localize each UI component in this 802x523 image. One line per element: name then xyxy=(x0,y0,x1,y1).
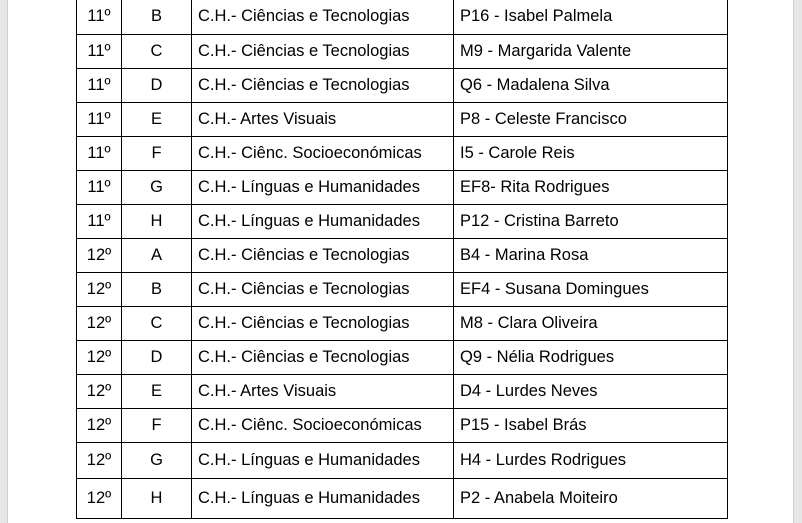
table-row xyxy=(77,442,728,478)
teacher-cell: P12 - Cristina Barreto xyxy=(454,204,728,238)
class-cell: E xyxy=(122,374,192,408)
table-row xyxy=(77,478,728,518)
year-cell: 12º xyxy=(77,306,122,340)
class-cell: H xyxy=(122,204,192,238)
teacher-cell: Q9 - Nélia Rodrigues xyxy=(454,340,728,374)
course-cell: C.H.- Ciênc. Socioeconómicas xyxy=(192,136,454,170)
table-row xyxy=(77,238,728,272)
course-cell: C.H.- Línguas e Humanidades xyxy=(192,478,454,518)
class-cell: A xyxy=(122,238,192,272)
year-cell: 11º xyxy=(77,136,122,170)
class-cell: D xyxy=(122,68,192,102)
course-cell: C.H.- Ciências e Tecnologias xyxy=(192,68,454,102)
table-row xyxy=(77,340,728,374)
teacher-cell: I5 - Carole Reis xyxy=(454,136,728,170)
class-cell: F xyxy=(122,408,192,442)
course-cell: C.H.- Artes Visuais xyxy=(192,102,454,136)
table-row xyxy=(77,136,728,170)
year-cell: 12º xyxy=(77,442,122,478)
class-cell: G xyxy=(122,442,192,478)
course-cell: C.H.- Ciênc. Socioeconómicas xyxy=(192,408,454,442)
teacher-cell: P8 - Celeste Francisco xyxy=(454,102,728,136)
teacher-cell: P2 - Anabela Moiteiro xyxy=(454,478,728,518)
teacher-cell: M9 - Margarida Valente xyxy=(454,34,728,68)
document-page xyxy=(7,0,794,523)
year-cell: 11º xyxy=(77,0,122,34)
table-row xyxy=(77,0,728,34)
year-cell: 12º xyxy=(77,272,122,306)
teacher-cell: EF4 - Susana Domingues xyxy=(454,272,728,306)
year-cell: 11º xyxy=(77,170,122,204)
year-cell: 11º xyxy=(77,68,122,102)
class-cell: C xyxy=(122,306,192,340)
class-cell: B xyxy=(122,0,192,34)
teacher-cell: Q6 - Madalena Silva xyxy=(454,68,728,102)
year-cell: 12º xyxy=(77,408,122,442)
teacher-cell: B4 - Marina Rosa xyxy=(454,238,728,272)
year-cell: 11º xyxy=(77,102,122,136)
teacher-cell: D4 - Lurdes Neves xyxy=(454,374,728,408)
class-cell: E xyxy=(122,102,192,136)
course-cell: C.H.- Línguas e Humanidades xyxy=(192,204,454,238)
teacher-cell: H4 - Lurdes Rodrigues xyxy=(454,442,728,478)
course-cell: C.H.- Ciências e Tecnologias xyxy=(192,0,454,34)
table-row xyxy=(77,102,728,136)
course-cell: C.H.- Línguas e Humanidades xyxy=(192,170,454,204)
table-row xyxy=(77,306,728,340)
year-cell: 11º xyxy=(77,34,122,68)
class-cell: B xyxy=(122,272,192,306)
course-cell: C.H.- Artes Visuais xyxy=(192,374,454,408)
class-cell: G xyxy=(122,170,192,204)
table-row xyxy=(77,374,728,408)
table-row xyxy=(77,34,728,68)
class-cell: F xyxy=(122,136,192,170)
table-row xyxy=(77,272,728,306)
class-cell: H xyxy=(122,478,192,518)
table-row xyxy=(77,68,728,102)
course-cell: C.H.- Ciências e Tecnologias xyxy=(192,238,454,272)
course-cell: C.H.- Ciências e Tecnologias xyxy=(192,340,454,374)
teacher-cell: P16 - Isabel Palmela xyxy=(454,0,728,34)
year-cell: 11º xyxy=(77,204,122,238)
class-cell: D xyxy=(122,340,192,374)
class-directors-table xyxy=(76,0,728,519)
teacher-cell: P15 - Isabel Brás xyxy=(454,408,728,442)
year-cell: 12º xyxy=(77,374,122,408)
year-cell: 12º xyxy=(77,238,122,272)
class-cell: C xyxy=(122,34,192,68)
course-cell: C.H.- Ciências e Tecnologias xyxy=(192,34,454,68)
table-row xyxy=(77,204,728,238)
year-cell: 12º xyxy=(77,478,122,518)
course-cell: C.H.- Ciências e Tecnologias xyxy=(192,272,454,306)
course-cell: C.H.- Línguas e Humanidades xyxy=(192,442,454,478)
table-row xyxy=(77,170,728,204)
year-cell: 12º xyxy=(77,340,122,374)
table-row xyxy=(77,408,728,442)
teacher-cell: M8 - Clara Oliveira xyxy=(454,306,728,340)
teacher-cell: EF8- Rita Rodrigues xyxy=(454,170,728,204)
course-cell: C.H.- Ciências e Tecnologias xyxy=(192,306,454,340)
